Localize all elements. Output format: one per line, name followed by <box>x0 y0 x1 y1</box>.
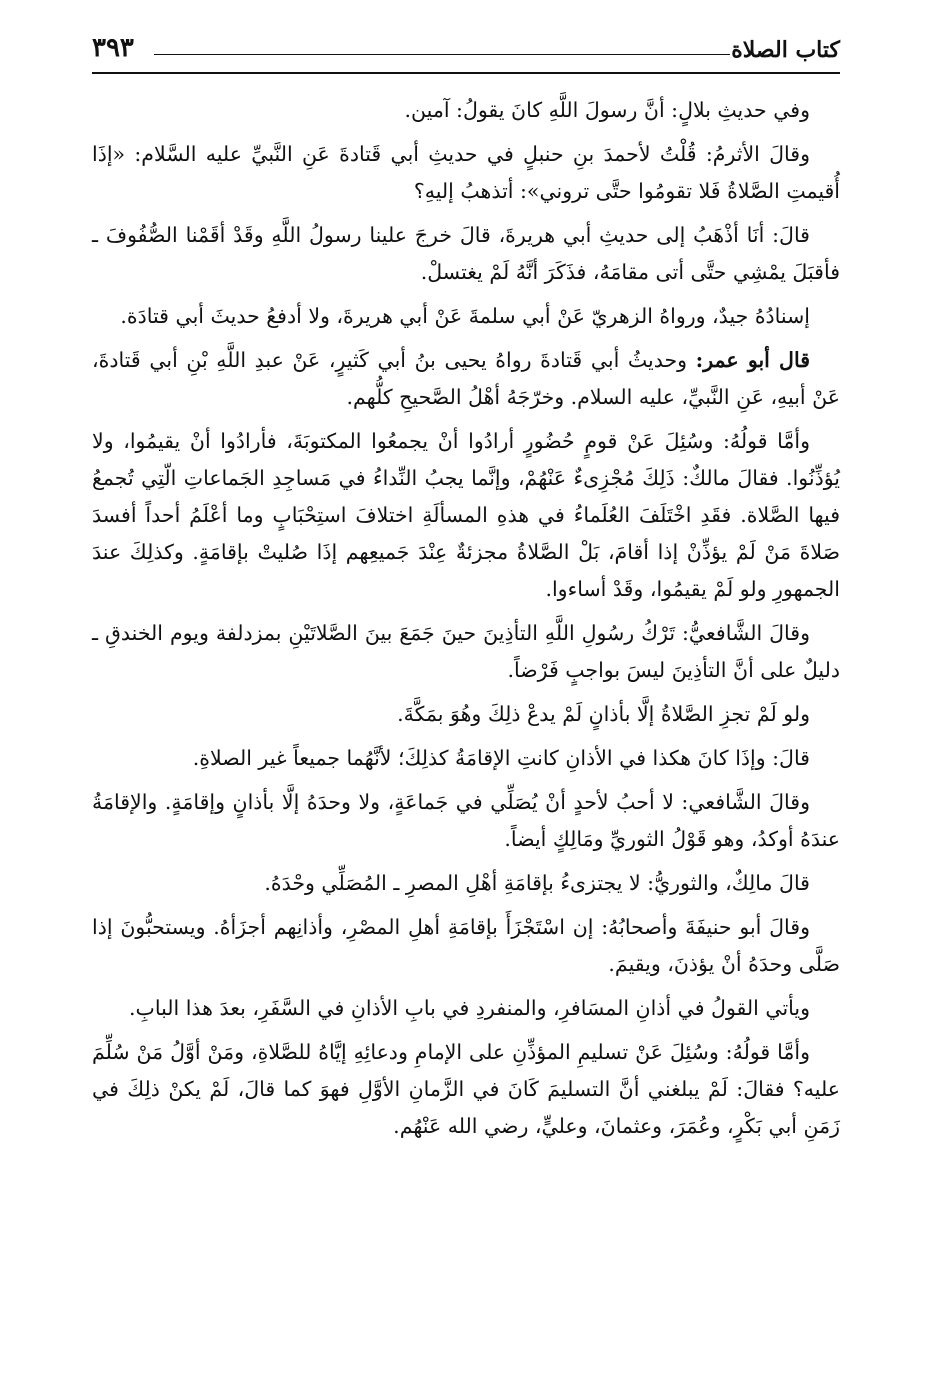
paragraph-text: قالَ: وإذَا كانَ هكذا في الأذانِ كانتِ الإقامَةُ كذلِكَ؛ لأنَّهُما جميعاً غير الصلاةِ. <box>192 746 810 770</box>
speaker-lead: قال أبو عمر: <box>695 348 810 372</box>
paragraph-text: إسنادُهُ جيدٌ، ورواهُ الزهريّ عَنْ أبي سلمةَ عَنْ أبي هريرةَ، ولا أدفعُ حديثَ أبي قتادَة. <box>120 304 810 328</box>
paragraph <box>92 298 840 335</box>
page <box>92 30 840 1370</box>
page-body <box>92 92 840 1145</box>
paragraph <box>92 423 840 608</box>
paragraph <box>92 217 840 291</box>
paragraph-text: وقالَ أبو حنيفَةَ وأصحابُهُ: إن اسْتَجْزَأَ بإقامَةِ أهلِ المصْرِ، وأذانِهم أجزَأهُ. ويستحبُّونَ إذا صَلَّى وحدَهُ أنْ يؤذنَ، ويقيمَ. <box>92 915 840 976</box>
paragraph-text: وفي حديثِ بلالٍ: أنَّ رسولَ اللَّهِ كانَ يقولُ: آمين. <box>404 98 810 122</box>
header-divider <box>92 72 840 74</box>
paragraph-text: قالَ: أنَا أذْهَبُ إلى حديثِ أبي هريرةَ، قالَ خرجَ علينا رسولُ اللَّهِ وقَدْ أقَمْنا الصُّفُوفَ ـ فأقبَلَ يمْشِي حتَّى أتى مقامَهُ، فذَكَرَ أنَّهُ لَمْ يغتسلْ. <box>92 223 840 284</box>
paragraph-text: وقالَ الشَّافعيُّ: تَرْكُ رسُولِ اللَّهِ التأذِينَ حينَ جَمَعَ بينَ الصَّلاتَيْنِ بمزدلفة ويوم الخندقِ ـ دليلٌ على أنَّ التأذِينَ ليسَ بواجبٍ فَرْضاً. <box>92 621 840 682</box>
paragraph <box>92 342 840 416</box>
paragraph-text: وقالَ الأثرمُ: قُلْتُ لأحمدَ بنِ حنبلٍ في حديثِ أبي قَتادةَ عَنِ النَّبيِّ عليه السَّلام: «إذَا أُقيمتِ الصَّلاةُ فَلا تقومُوا حتَّى تروني»: أتذهبُ إليهِ؟ <box>92 142 840 203</box>
paragraph <box>92 909 840 983</box>
paragraph <box>92 615 840 689</box>
running-header <box>92 30 840 74</box>
paragraph-text: وأمَّا قولُهُ: وسُئِلَ عَنْ تسليمِ المؤذِّنِ على الإمامِ ودعائِهِ إيَّاهُ للصَّلاةِ، ومَنْ أوَّلُ مَنْ سُلِّمَ عليه؟ فقالَ: لَمْ يبلغني أنَّ التسليمَ كَانَ في الزَّمانِ الأوَّلِ فهوَ كما قالَ، لَمْ يكنْ ذلِكَ في زَمَنِ أبي بَكْرٍ، وعُمَرَ، وعثمانَ، وعليٍّ، رضي الله عَنْهُم. <box>92 1040 840 1138</box>
paragraph <box>92 1034 840 1145</box>
paragraph-text: ولو لَمْ تجزِ الصَّلاةُ إلَّا بأذانٍ لَمْ يدعْ ذلِكَ وهُوَ بمَكَّةَ. <box>397 702 810 726</box>
paragraph-text: ويأتي القولُ في أذانِ المسَافرِ، والمنفردِ في بابِ الأذانِ في السَّفَرِ، بعدَ هذا البابِ. <box>129 996 810 1020</box>
paragraph-text: قالَ مالِكٌ، والثوريُّ: لا يجتزىءُ بإقامَةِ أهْلِ المصرِ ـ المُصَلِّي وحْدَهُ. <box>264 871 810 895</box>
book-title: كتاب الصلاة <box>731 37 840 63</box>
header-rule <box>154 54 730 55</box>
paragraph <box>92 740 840 777</box>
paragraph <box>92 784 840 858</box>
paragraph <box>92 865 840 902</box>
paragraph <box>92 696 840 733</box>
paragraph-text: وأمَّا قولُهُ: وسُئِلَ عَنْ قومٍ حُضُورٍ أرادُوا أنْ يجمعُوا المكتوبَةَ، فأرادُوا أنْ يقيمُوا، ولا يُؤذِّنُوا. فقالَ مالكٌ: ذَلِكَ مُجْزِىءٌ عَنْهُمْ، وإنَّما يجبُ النِّداءُ في مَساجِدِ الجَماعاتِ الّتِي تُجمعُ فيها الصَّلاة. فقَدِ اخْتَلَفَ العُلَماءُ في هذهِ المسألَةِ اختلافَ استِحْبَابٍ وما أعْلَمُ أحداً أفسدَ صَلاةَ مَنْ لَمْ يؤذِّنْ إذا أقامَ، بَلْ الصَّلاةُ مجزئةٌ عِنْدَ جَميعِهم إذَا صُليتْ بإقامَةٍ. وكذلِكَ عندَ الجمهورِ ولو لَمْ يقيمُوا، وقَدْ أساءوا. <box>92 429 840 601</box>
paragraph <box>92 92 840 129</box>
page-number: ٣٩٣ <box>92 33 134 63</box>
paragraph-text: وقالَ الشَّافعي: لا أحبُ لأحدٍ أنْ يُصَلِّي في جَماعَةٍ، ولا وحدَهُ إلَّا بأذانٍ وإقامَةٍ. والإقامَةُ عندَهُ أوكدُ، وهو قَوْلُ الثوريِّ ومَالِكٍ أيضاً. <box>92 790 840 851</box>
paragraph <box>92 136 840 210</box>
paragraph-text: وحديثُ أبي قَتادةَ رواهُ يحيى بنُ أبي كَثيرٍ، عَنْ عبدِ اللَّهِ بْنِ أبي قَتادةَ، عَنْ أبيهِ، عَنِ النَّبيِّ، عليه السلام. وخرّجَهُ أهْلُ الصَّحيحِ كلُّهم. <box>92 348 840 409</box>
paragraph <box>92 990 840 1027</box>
